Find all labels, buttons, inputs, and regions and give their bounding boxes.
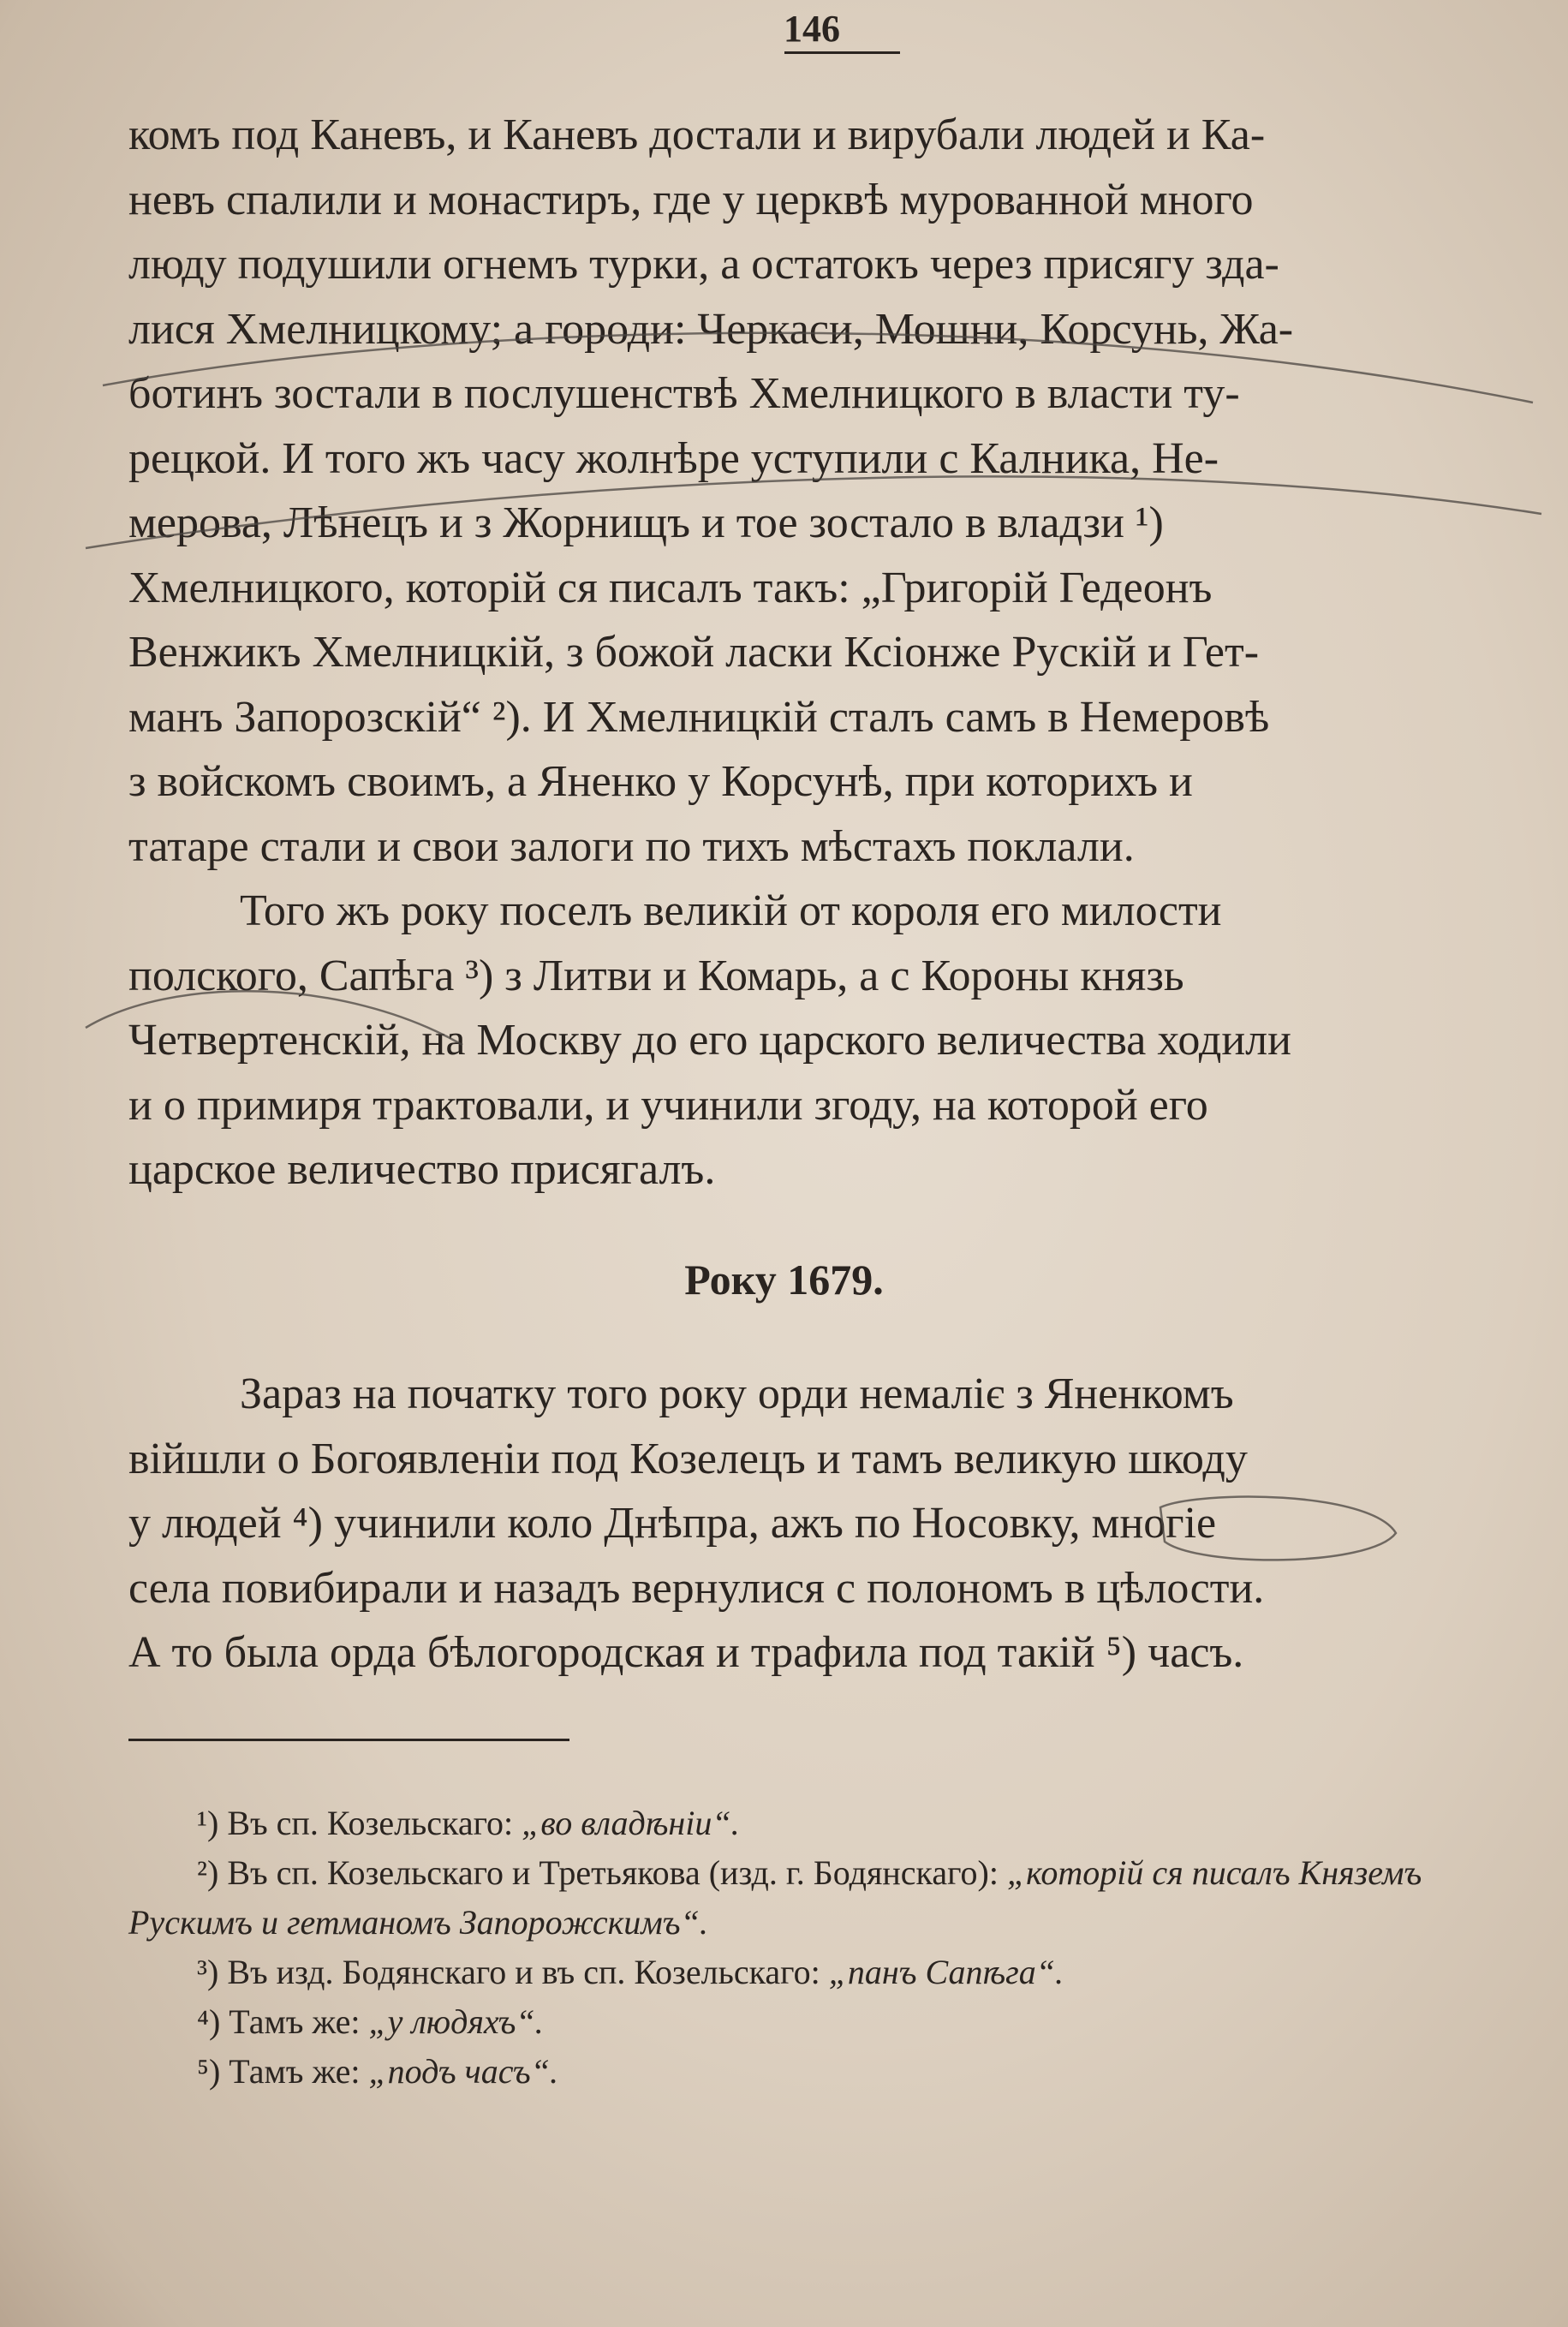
text-line: Венжикъ Хмелницкій, з божой ласки Ксіонже Рускій и Гет- [128, 628, 1260, 677]
text-line: и о примиря трактовали, и учинили згоду, на которой его [128, 1080, 1208, 1130]
footnote-mark: ¹) [197, 1804, 219, 1842]
text-line: Четвертенскій, на Москву до его царского величества ходили [128, 1016, 1291, 1065]
footnote-text: Въ сп. Козельскаго: [227, 1804, 522, 1842]
footnote-quote: „у людяхъ“. [368, 2002, 544, 2041]
text-line: люду подушили огнемъ турки, а остатокъ через присягу зда- [128, 240, 1279, 289]
text-line: Того жъ року поселъ великій от короля его милости [240, 886, 1222, 935]
text-line: у людей ⁴) учинили коло Днѣпра, ажъ по Носовку, многіе [128, 1499, 1217, 1548]
footnote-mark: ⁴) [197, 2002, 221, 2041]
text-line: А то была орда бѣлогородская и трафила под такій ⁵) часъ. [128, 1628, 1244, 1677]
footnote-5 [128, 2047, 1516, 2097]
footnote-4 [128, 1997, 1516, 2047]
footnote-3 [128, 1948, 1516, 1997]
page-number: 146 [784, 8, 840, 50]
header-rule [784, 51, 900, 54]
footnote-text: Тамъ же: [229, 2052, 369, 2091]
text-line: з войскомъ своимъ, а Яненко у Корсунѣ, при которихъ и [128, 757, 1193, 806]
text-line: Зараз на початку того року орди немаліє з Яненкомъ [240, 1369, 1234, 1418]
footnote-rule [128, 1739, 569, 1741]
text-line: невъ спалили и монастиръ, где у церквѣ мурованной много [128, 175, 1254, 224]
footnotes [128, 1799, 1516, 2097]
footnote-quote: „подъ часъ“. [368, 2052, 558, 2091]
footnote-quote: „которій ся писалъ Княземъ Рускимъ и гетманомъ Запорожскимъ“. [128, 1853, 1422, 1942]
text-line: комъ под Каневъ, и Каневъ достали и вирубали людей и Ка- [128, 110, 1266, 159]
footnote-text: Въ изд. Бодянскаго и въ сп. Козельскаго: [227, 1953, 829, 1991]
text-line: Хмелницкого, которій ся писалъ такъ: „Григорій Гедеонъ [128, 563, 1213, 612]
section-heading: Року 1679. [684, 1256, 884, 1304]
footnote-quote: „во владѣніи“. [522, 1804, 740, 1842]
footnote-2 [128, 1848, 1516, 1948]
footnote-mark: ⁵) [197, 2052, 221, 2091]
footnote-1 [128, 1799, 1516, 1848]
text-line: татаре стали и свои залоги по тихъ мѣстахъ поклали. [128, 821, 1135, 871]
text-line: рецкой. И того жъ часу жолнѣре уступили с Калника, Не- [128, 433, 1219, 483]
section-text [128, 1362, 1507, 1686]
text-line: війшли о Богоявленіи под Козелецъ и тамъ великую шкоду [128, 1434, 1248, 1483]
text-line: царское величество присягалъ. [128, 1145, 716, 1194]
text-line: ботинъ зостали в послушенствѣ Хмелницкого в власти ту- [128, 369, 1240, 418]
footnote-mark: ²) [197, 1853, 219, 1892]
footnote-mark: ³) [197, 1953, 219, 1991]
text-line: лися Хмелницкому; а городи: Черкаси, Мошни, Корсунь, Жа- [128, 304, 1294, 354]
text-line: манъ Запорозскій“ ²). И Хмелницкій сталъ самъ в Немеровѣ [128, 692, 1270, 742]
text-line: села повибирали и назадъ вернулися с полономъ в цѣлости. [128, 1563, 1265, 1613]
footnote-text: Въ сп. Козельскаго и Третьякова (изд. г. Бодянскаго): [227, 1853, 1007, 1892]
footnote-quote: „панъ Сапѣга“. [828, 1953, 1064, 1991]
text-line: полского, Сапѣга ³) з Литви и Комарь, а с Короны князь [128, 951, 1184, 1000]
footnote-text: Тамъ же: [229, 2002, 369, 2041]
text-line: мерова, Лѣнецъ и з Жорнищъ и тое зостало в владзи ¹) [128, 498, 1164, 547]
main-text [128, 103, 1507, 1202]
